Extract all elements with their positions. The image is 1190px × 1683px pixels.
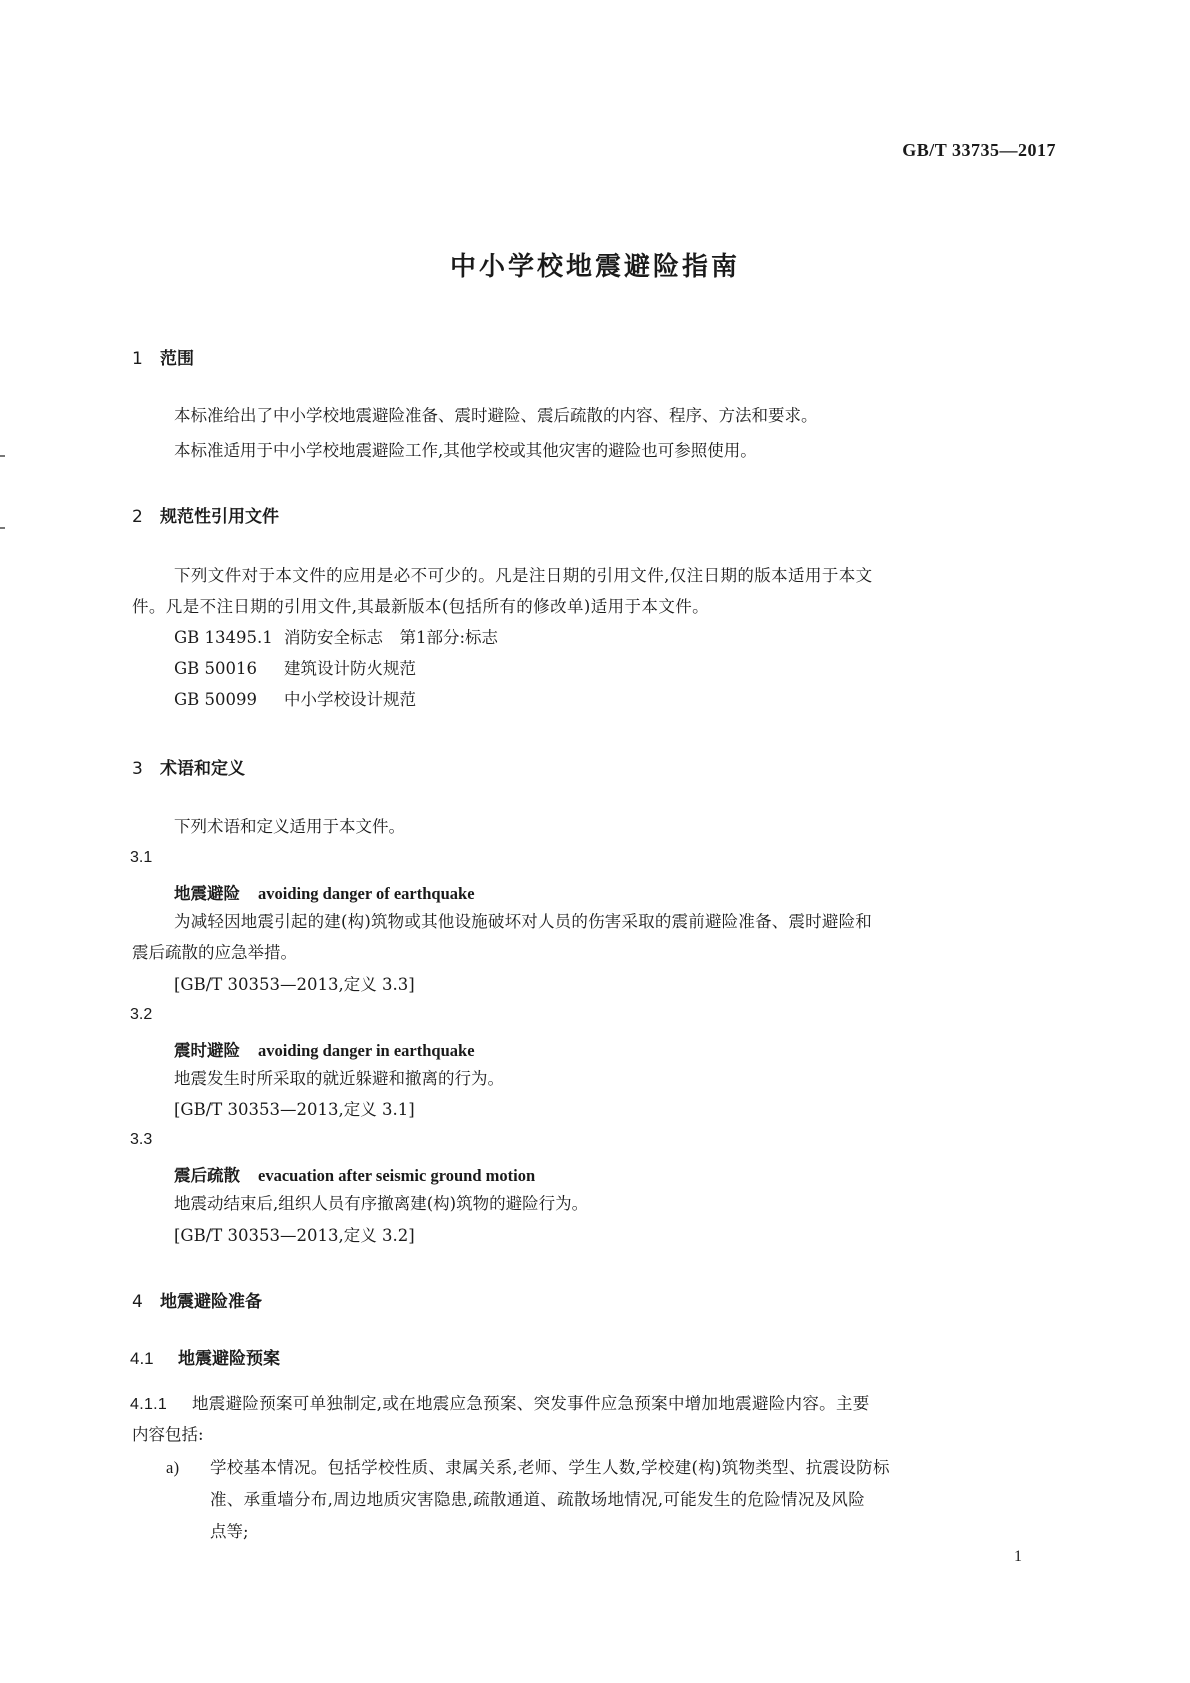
section-number: 1 xyxy=(132,349,143,369)
section-number: 3 xyxy=(132,759,143,779)
reference-code: GB 50016 xyxy=(174,659,258,678)
list-item-a-line-1 xyxy=(166,1458,890,1478)
term-source: [GB/T 30353—2013,定义 3.1] xyxy=(174,1100,415,1119)
section-title: 术语和定义 xyxy=(160,759,245,779)
scan-mark xyxy=(0,455,5,457)
reference-name: 消防安全标志 第1部分:标志 xyxy=(284,628,499,647)
section-1-heading xyxy=(132,344,194,369)
reference-code: GB 13495.1 xyxy=(174,628,273,647)
section-title: 范围 xyxy=(160,349,194,369)
standard-code: GB/T 33735—2017 xyxy=(902,140,1056,160)
section-3-heading xyxy=(132,754,245,779)
clause-text: 地震避险预案可单独制定,或在地震应急预案、突发事件应急预案中增加地震避险内容。主要 xyxy=(192,1394,870,1413)
normative-reference xyxy=(174,628,498,648)
clause-4-1-1-line-1 xyxy=(130,1394,870,1415)
term-source: [GB/T 30353—2013,定义 3.2] xyxy=(174,1226,415,1245)
reference-name: 中小学校设计规范 xyxy=(284,690,416,709)
normative-reference xyxy=(174,659,416,679)
subsection-number: 4.1 xyxy=(130,1349,154,1368)
term-zh: 地震避险 xyxy=(174,884,240,903)
term-definition: 地震发生时所采取的就近躲避和撤离的行为。 xyxy=(174,1069,504,1088)
page-number: 1 xyxy=(1014,1548,1022,1565)
clause-4-1-1-line-2: 内容包括: xyxy=(132,1425,204,1444)
section-number: 4 xyxy=(132,1292,143,1312)
term-number: 3.2 xyxy=(130,1006,153,1023)
reference-code: GB 50099 xyxy=(174,690,258,709)
term-heading xyxy=(174,880,475,904)
section-3-intro: 下列术语和定义适用于本文件。 xyxy=(174,817,405,836)
term-heading xyxy=(174,1162,535,1186)
section-4-heading xyxy=(132,1287,262,1312)
term-definition-line-2: 震后疏散的应急举措。 xyxy=(132,943,297,962)
list-item-a-line-2: 准、承重墙分布,周边地质灾害隐患,疏散通道、疏散场地情况,可能发生的危险情况及风险 xyxy=(210,1490,866,1509)
section-2-paragraph-line-1: 下列文件对于本文件的应用是必不可少的。凡是注日期的引用文件,仅注日期的版本适用于本文 xyxy=(174,566,873,585)
term-number: 3.1 xyxy=(130,849,153,866)
term-zh: 震后疏散 xyxy=(174,1166,240,1185)
term-en: avoiding danger of earthquake xyxy=(258,884,475,903)
term-en: avoiding danger in earthquake xyxy=(258,1041,475,1060)
section-title: 地震避险准备 xyxy=(160,1292,262,1312)
section-2-heading xyxy=(132,502,279,527)
section-1-paragraph-1: 本标准给出了中小学校地震避险准备、震时避险、震后疏散的内容、程序、方法和要求。 xyxy=(174,406,818,425)
reference-name: 建筑设计防火规范 xyxy=(284,659,416,678)
term-source: [GB/T 30353—2013,定义 3.3] xyxy=(174,975,415,994)
section-number: 2 xyxy=(132,507,143,527)
normative-reference xyxy=(174,690,416,710)
clause-number: 4.1.1 xyxy=(130,1396,168,1413)
term-definition-line-1: 为减轻因地震引起的建(构)筑物或其他设施破坏对人员的伤害采取的震前避险准备、震时避险和 xyxy=(174,912,872,931)
list-item-text: 学校基本情况。包括学校性质、隶属关系,老师、学生人数,学校建(构)筑物类型、抗震设防标 xyxy=(210,1458,890,1477)
section-title: 规范性引用文件 xyxy=(160,507,279,527)
list-item-a-line-3: 点等; xyxy=(210,1522,249,1541)
scan-mark xyxy=(0,527,5,529)
term-en: evacuation after seismic ground motion xyxy=(258,1166,536,1185)
list-item-label: a) xyxy=(166,1458,180,1477)
term-heading xyxy=(174,1037,475,1061)
section-2-paragraph-line-2: 件。凡是不注日期的引用文件,其最新版本(包括所有的修改单)适用于本文件。 xyxy=(132,597,710,616)
document-title: 中小学校地震避险指南 xyxy=(449,252,740,282)
term-zh: 震时避险 xyxy=(174,1041,240,1060)
term-number: 3.3 xyxy=(130,1131,153,1148)
term-definition: 地震动结束后,组织人员有序撤离建(构)筑物的避险行为。 xyxy=(174,1194,589,1213)
subsection-4-1-heading xyxy=(130,1344,280,1369)
section-1-paragraph-2: 本标准适用于中小学校地震避险工作,其他学校或其他灾害的避险也可参照使用。 xyxy=(174,441,757,460)
subsection-title: 地震避险预案 xyxy=(178,1349,280,1369)
